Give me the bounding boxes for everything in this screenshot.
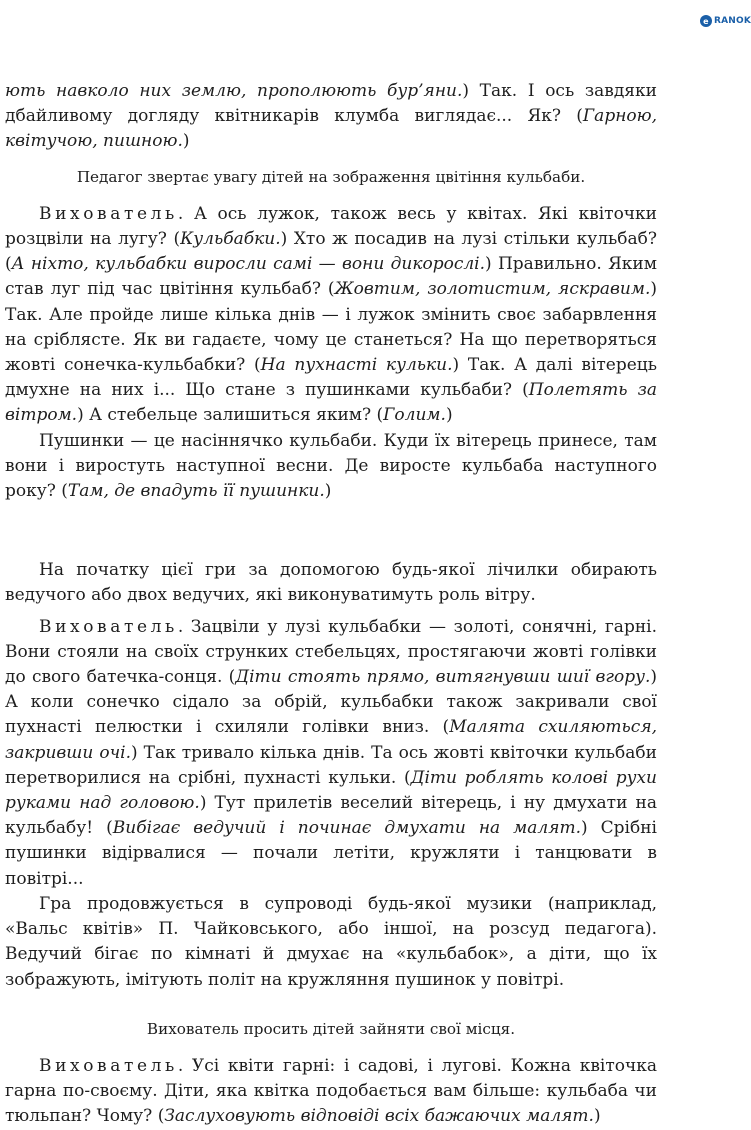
italic-answer: Там, де впадуть її пушинки.: [67, 481, 325, 502]
text-run: На початку цієї гри за допомогою будь-якої лічилки обирають ведучого або двох ведучих, які виконуватимуть роль вітру.: [5, 560, 657, 606]
text-run: . Усі квіти гарні: і садові, і лугові. Кожна квіточка гарна по-своєму. Діти, яка квітка подобається вам більше: кульбаба чи тюльпан? Чому? (: [5, 1055, 657, 1127]
italic-answer: Кульбабки.: [180, 229, 281, 250]
italic-answer: Голим.: [383, 405, 446, 426]
italic-answer: На пухнасті кульки.: [260, 355, 453, 376]
text-run: ) Так. А далі вітерець дмухне на них і... Що стане з пушинками кульбаби? (: [5, 355, 657, 401]
text-run: . А ось лужок, також весь у квітах. Які квіточки розцвіли на лугу? (: [5, 203, 657, 250]
paragraph: [5, 202, 657, 429]
text-run: ) Так. Але пройде лише кілька днів — і лужок змінить своє забарвлення на сріблясте. Як ви гадаєте, чому це станеться? На що перетворяться жовті сонечка-кульбабки? (: [5, 279, 657, 376]
italic-answer: Діти стоять прямо, витягнувши шиї вгору.: [235, 667, 651, 688]
text-run: ) А стебельце залишиться яким? (: [77, 405, 384, 426]
text-run: ) Хто ж посадив на лузі стільки кульбаб? (: [5, 229, 657, 275]
italic-answer: Вибігає ведучий і починає дмухати на малят.: [112, 818, 582, 839]
paragraph: [5, 558, 657, 608]
logo-icon: e: [700, 15, 712, 27]
italic-answer: Заслуховують відповіді всіх бажаючих малят.: [164, 1106, 594, 1127]
text-run: ): [593, 1106, 601, 1127]
paragraph: [5, 1054, 657, 1130]
text-run: ): [445, 405, 453, 426]
logo-text: RANOK: [713, 16, 751, 26]
italic-answer: ють навколо них землю, прополюють бур’яни.: [5, 81, 463, 101]
text-run: ) Правильно. Яким став луг під час цвітіння кульбаб? (: [5, 254, 657, 300]
paragraph: [5, 79, 657, 155]
publisher-logo: [700, 10, 751, 32]
speaker-label: Вихователь: [39, 1055, 178, 1076]
italic-answer: А ніхто, кульбабки виросли самі — вони дикорослі.: [11, 254, 486, 275]
speaker-label: Вихователь: [39, 616, 178, 637]
italic-answer: Діти роблять колові рухи руками над головою.: [5, 767, 657, 814]
section-gap: [5, 504, 657, 558]
text-run: Пушинки — це насіннячко кульбаби. Куди їх вітерець принесе, там вони і виростуть наступної весни. Де виросте кульбаба наступного року? (: [5, 430, 657, 502]
italic-answer: Полетять за вітром.: [5, 380, 657, 426]
text-run: ) Тут прилетів веселий вітерець, і ну дмухати на кульбабу! (: [5, 793, 658, 839]
page-text: [5, 79, 657, 1130]
italic-answer: Гарною, квітучою, пишною.: [5, 106, 657, 152]
paragraph: [5, 429, 657, 505]
text-run: ) Срібні пушинки відірвалися — почали летіти, кружляти і танцювати в повітрі...: [5, 818, 657, 889]
italic-answer: Жовтим, золотистим, яскравим.: [334, 279, 651, 300]
speaker-label: Вихователь: [39, 203, 178, 224]
italic-answer: Малята схиляються, закривши очі.: [5, 717, 657, 763]
text-run: Гра продовжується в супроводі будь-якої музики (наприклад, «Вальс квітів» П. Чайковського, або іншої, на розсуд педагога). Ведучий бігає по кімнаті й дмухає на «кульбабок», а діти, що їх зображують, імітують політ на кружляння пушинок у повітрі.: [5, 893, 657, 990]
paragraph: [5, 892, 657, 993]
text-run: ) Так. І ось завдяки дбайливому догляду квітникарів клумба виглядає... Як? (: [5, 81, 657, 127]
stage-direction: Вихователь просить дітей зайняти свої місця.: [146, 1019, 516, 1038]
text-run: ): [324, 481, 332, 502]
stage-direction: Педагог звертає увагу дітей на зображення цвітіння кульбаби.: [76, 167, 586, 186]
text-run: ): [182, 131, 190, 152]
text-run: ) А коли сонечко сідало за обрій, кульбабки також закривали свої пухнасті пелюстки і схиляли голівки вниз. (: [5, 667, 657, 738]
paragraph: [5, 615, 657, 892]
text-run: . Зацвіли у лузі кульбабки — золоті, сонячні, гарні. Вони стояли на своїх струнких стебельцях, простягаючи жовті голівки до свого батечка-сонця. (: [5, 616, 657, 688]
text-run: ) Так тривало кілька днів. Та ось жовті квіточки кульбаби перетворилися на срібні, пухнасті кульки. (: [5, 742, 657, 788]
